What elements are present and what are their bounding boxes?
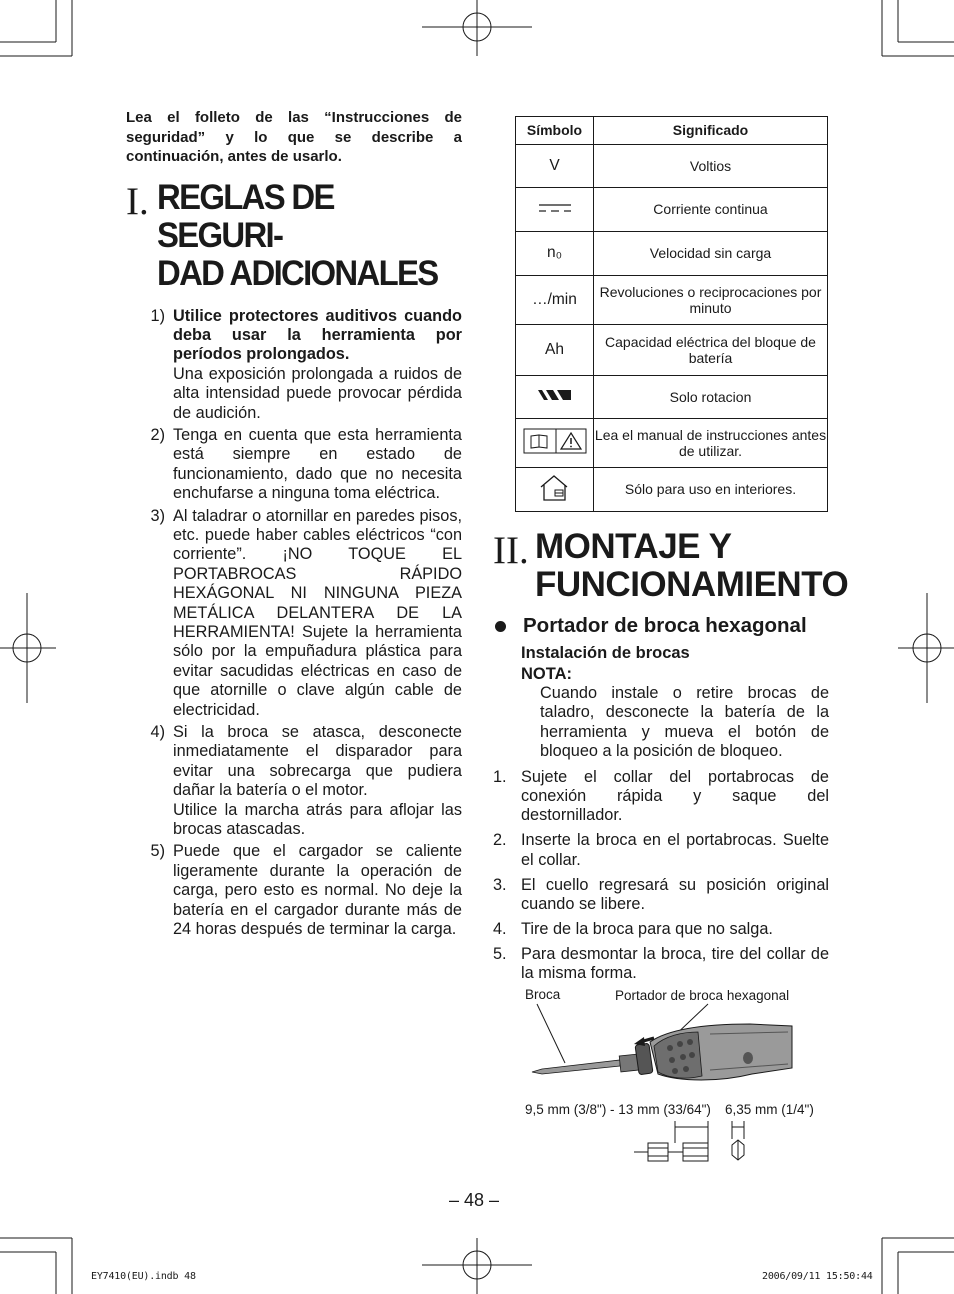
list-item: 1) Utilice protectores auditivos cuando deba usar la herramienta por períodos prolongados. Una exposición prolongada a ruidos de alta intensidad puede provocar pérdida de audición.: [150, 306, 462, 422]
note-label: NOTA:: [521, 665, 573, 683]
note-text: Cuando instale o retire brocas de taladro, desconecte la batería de la herramienta y mueva el botón de bloqueo a la posición de bloqueo.: [540, 684, 829, 761]
figure-label-length: 9,5 mm (3/8") - 13 mm (33/64"): [525, 1102, 711, 1117]
list-item: 2) Tenga en cuenta que esta herramienta está siempre en estado de funcionamiento, dado que no necesita enchufarse a ninguna toma eléctrica.: [150, 425, 462, 503]
table-row: Solo rotacion: [516, 376, 828, 419]
list-item: 1. Sujete el collar del portabrocas de conexión rápida y saque del destornillador.: [493, 767, 829, 825]
section-1-title: REGLAS DE SEGURI- DAD ADICIONALES: [157, 177, 438, 293]
table-row: Ah Capacidad eléctrica del bloque de batería: [516, 325, 828, 376]
driver-bit-illustration: [520, 1000, 800, 1095]
list-item: 5) Puede que el cargador se caliente ligeramente durante la operación de carga, pero esto es normal. No deje la batería en el cargador durante más de 24 horas después de terminar la carga.: [150, 842, 462, 939]
figure-label-holder: Portador de broca hexagonal: [615, 988, 790, 1003]
figure-label-hex: 6,35 mm (1/4"): [725, 1102, 814, 1117]
section-2-heading: [493, 527, 849, 604]
table-row: n₀ Velocidad sin carga: [516, 232, 828, 276]
section-1-numeral: I.: [126, 179, 149, 223]
table-row: Corriente continua: [516, 188, 828, 232]
footer-timestamp: 2006/09/11 15:50:44: [762, 1271, 873, 1282]
list-item: 3. El cuello regresará su posición original cuando se libere.: [493, 875, 829, 914]
section-2-numeral: II.: [493, 529, 529, 572]
footer-file-info: EY7410(EU).indb 48: [91, 1271, 196, 1282]
figure-label-bit: Broca: [525, 987, 561, 1002]
read-manual-warning-icon: [523, 428, 587, 454]
column-header-symbol: Símbolo: [516, 117, 594, 145]
subheading: Portador de broca hexagonal: [493, 614, 829, 638]
table-row: …/min Revoluciones o reciprocaciones por minuto: [516, 276, 828, 325]
sub-subheading: Instalación de brocas: [521, 644, 690, 662]
table-row: Sólo para uso en interiores.: [516, 468, 828, 512]
indoor-use-icon: [537, 473, 573, 503]
table-row: Lea el manual de instrucciones antes de utilizar.: [516, 419, 828, 468]
section-1-heading: [126, 179, 462, 293]
rotation-only-icon: [537, 387, 573, 403]
dc-current-icon: [537, 201, 573, 215]
steps-list: [493, 768, 829, 984]
list-item: 5. Para desmontar la broca, tire del collar de la misma forma.: [493, 944, 829, 983]
list-item: 3) Al taladrar o atornillar en paredes pisos, etc. puede haber cables eléctricos “con corriente”. ¡NO TOQUE EL PORTABROCAS RÁPIDO HEXÁGONAL NI NINGUNA PIEZA METÁLICA DELANTERA DE LA HERRAMIENTA! Sujete la herramienta sólo por la empuñadura plástica para evitar sacudidas eléctricas en caso de que atornille o clave algún cable de electricidad.: [150, 506, 462, 719]
column-header-meaning: Significado: [594, 117, 828, 145]
list-item: 2. Inserte la broca en el portabrocas. Suelte el collar.: [493, 831, 829, 869]
bit-dimensions-diagram: [630, 1115, 760, 1170]
list-item: 4. Tire de la broca para que no salga.: [493, 919, 773, 938]
safety-rules-list: [126, 307, 462, 940]
left-column: [126, 108, 462, 943]
table-row: V Voltios: [516, 145, 828, 188]
page-number: – 48 –: [449, 1190, 500, 1210]
section-2-title: MONTAJE Y FUNCIONAMIENTO: [535, 527, 849, 604]
symbol-table: [515, 116, 828, 512]
list-item: 4) Si la broca se atasca, desconecte inmediatamente el disparador para evitar una sobrecarga que pudiera dañar la batería o el motor. Utilice la marcha atrás para aflojar las brocas atascadas.: [150, 723, 462, 839]
bullet-icon: [495, 621, 506, 632]
right-column: [493, 527, 849, 989]
intro-text: Lea el folleto de las “Instrucciones de seguridad” y lo que se describe a continuación, antes de usarlo.: [126, 109, 462, 165]
rule-bold-text: Utilice protectores auditivos cuando deba usar la herramienta por períodos prolongados.: [173, 306, 462, 364]
table-header-row: [516, 117, 828, 145]
